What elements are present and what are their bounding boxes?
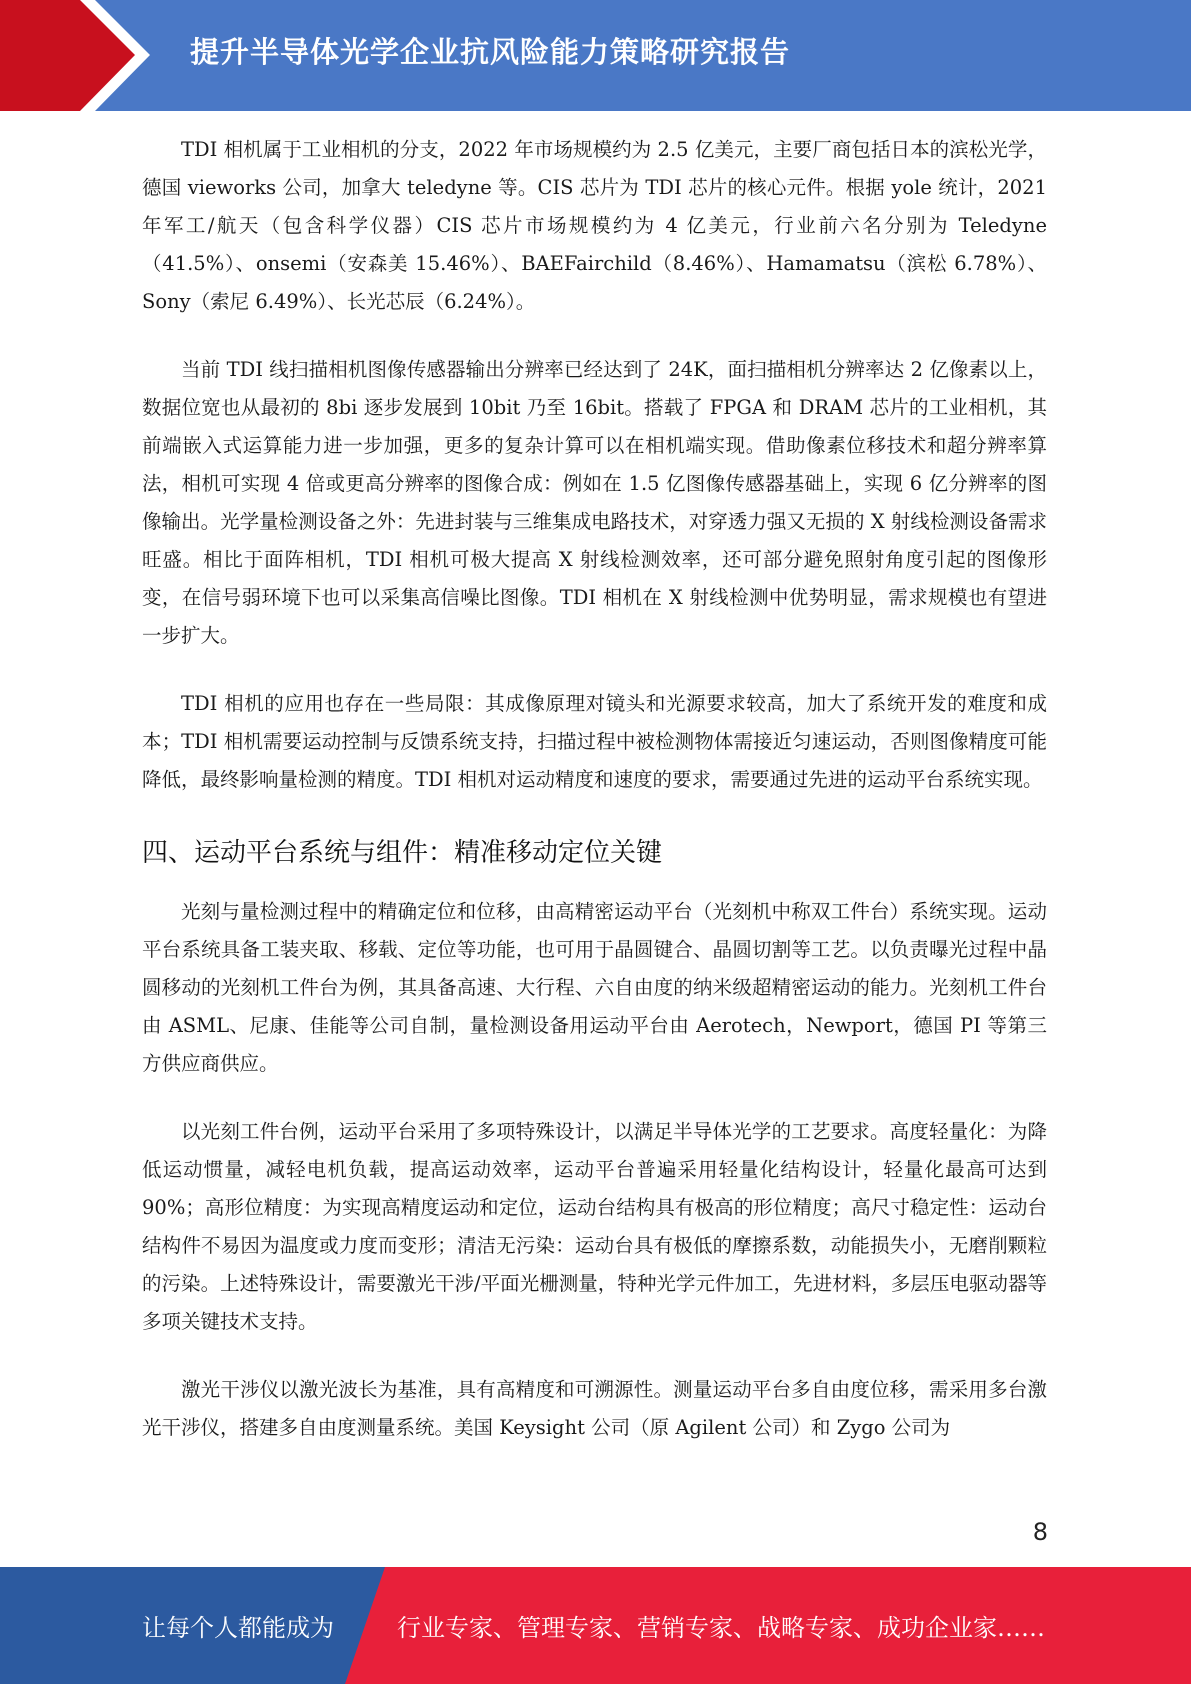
- footer-slogan-right: 行业专家、管理专家、营销专家、战略专家、成功企业家……: [397, 1614, 1045, 1642]
- report-header: [0, 0, 1191, 111]
- paragraph-tdi-limitations: TDI 相机的应用也存在一些局限：其成像原理对镜头和光源要求较高，加大了系统开发的难度和成本；TDI 相机需要运动控制与反馈系统支持，扫描过程中被检测物体需接近匀速运动，否则图像精度可能降低，最终影响量检测的精度。TDI 相机对运动精度和速度的要求，需要通过先进的运动平台系统实现。: [142, 692, 1047, 791]
- paragraph-lithography-stage: 以光刻工件台例，运动平台采用了多项特殊设计，以满足半导体光学的工艺要求。高度轻量化：为降低运动惯量，减轻电机负载，提高运动效率，运动平台普遍采用轻量化结构设计，轻量化最高可达到 90%；高形位精度：为实现高精度运动和定位，运动台结构具有极高的形位精度；高尺寸稳定性：运动台结构件不易因为温度或力度而变形；清洁无污染：运动台具有极低的摩擦系数，动能损失小，无磨削颗粒的污染。上述特殊设计，需要激光干涉/平面光栅测量，特种光学元件加工，先进材料，多层压电驱动器等多项关键技术支持。: [142, 1120, 1047, 1333]
- footer-slogan-left: 让每个人都能成为: [142, 1614, 334, 1642]
- section-heading: 四、运动平台系统与组件：精准移动定位关键: [142, 838, 663, 868]
- paragraph-laser-interferometer: 激光干涉仪以激光波长为基准，具有高精度和可溯源性。测量运动平台多自由度位移，需采用多台激光干涉仪，搭建多自由度测量系统。美国 Keysight 公司（原 Agilent 公司）和 Zygo 公司为: [142, 1378, 1047, 1439]
- report-title: 提升半导体光学企业抗风险能力策略研究报告: [190, 34, 791, 69]
- paragraph-tdi-market: TDI 相机属于工业相机的分支，2022 年市场规模约为 2.5 亿美元，主要厂商包括日本的滨松光学，德国 vieworks 公司，加拿大 teledyne 等。CIS 芯片为 TDI 芯片的核心元件。根据 yole 统计，2021 年军工/航天（包含科学仪器）CIS 芯片市场规模约为 4 亿美元，行业前六名分别为 Teledyne（41.5%）、onsemi（安森美 15.46%）、BAEFairchild（8.46%）、Hamamatsu（滨松 6.78%）、Sony（索尼 6.49%）、长光芯辰（6.24%）。: [142, 138, 1047, 313]
- document-body: [142, 131, 1047, 1447]
- paragraph-tdi-resolution: 当前 TDI 线扫描相机图像传感器输出分辨率已经达到了 24K，面扫描相机分辨率达 2 亿像素以上，数据位宽也从最初的 8bi 逐步发展到 10bit 乃至 16bit。搭载了 FPGA 和 DRAM 芯片的工业相机，其前端嵌入式运算能力进一步加强，更多的复杂计算可以在相机端实现。借助像素位移技术和超分辨率算法，相机可实现 4 倍或更高分辨率的图像合成：例如在 1.5 亿图像传感器基础上，实现 6 亿分辨率的图像输出。光学量检测设备之外：先进封装与三维集成电路技术，对穿透力强又无损的 X 射线检测设备需求旺盛。相比于面阵相机，TDI 相机可极大提高 X 射线检测效率，还可部分避免照射角度引起的图像形变，在信号弱环境下也可以采集高信噪比图像。TDI 相机在 X 射线检测中优势明显，需求规模也有望进一步扩大。: [142, 358, 1047, 647]
- chevron-arrow-icon: [0, 0, 160, 111]
- page-number: 8: [1032, 1518, 1048, 1546]
- paragraph-motion-platform: 光刻与量检测过程中的精确定位和位移，由高精密运动平台（光刻机中称双工件台）系统实现。运动平台系统具备工装夹取、移载、定位等功能，也可用于晶圆键合、晶圆切割等工艺。以负责曝光过程中晶圆移动的光刻机工件台为例，其具备高速、大行程、六自由度的纳米级超精密运动的能力。光刻机工件台由 ASML、尼康、佳能等公司自制，量检测设备用运动平台由 Aerotech，Newport，德国 PI 等第三方供应商供应。: [142, 900, 1047, 1075]
- report-footer: [0, 1567, 1191, 1684]
